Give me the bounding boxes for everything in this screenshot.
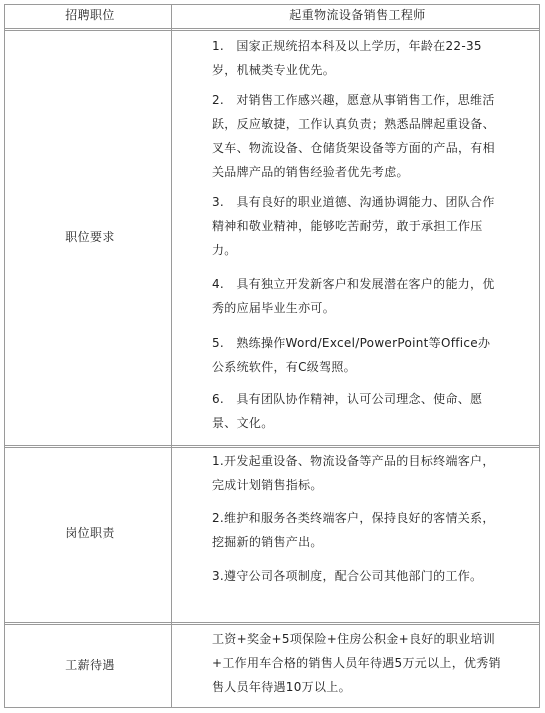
salary-label: 工薪待遇	[65, 658, 115, 672]
table-border-right	[539, 4, 540, 708]
header-job-title: 起重物流设备销售工程师	[289, 8, 426, 22]
row-divider-requirements	[4, 445, 540, 446]
requirement-item-5: 5. 熟练操作Word/Excel/PowerPoint等Office办公系统软件，有C级驾照。	[212, 336, 491, 374]
requirement-item-1: 1. 国家正规统招本科及以上学历，年龄在22-35岁，机械类专业优先。	[212, 39, 482, 77]
duty-item-2: 2.维护和服务各类终端客户，保持良好的客情关系，挖掘新的销售产出。	[212, 511, 495, 549]
row-divider-duties-inner	[4, 624, 540, 625]
requirement-item-3: 3. 具有良好的职业道德、沟通协调能力、团队合作精神和敬业精神，能够吃苦耐劳，敢于承担工作压力。	[212, 195, 495, 257]
salary-text: 工资+奖金+5项保险+住房公积金+良好的职业培训+工作用车合格的销售人员年待遇5万元以上，优秀销售人员年待遇10万以上。	[212, 632, 501, 694]
duties-label: 岗位职责	[65, 526, 115, 540]
row-divider-duties	[4, 622, 540, 623]
requirement-item-2: 2. 对销售工作感兴趣，愿意从事销售工作，思维活跃，反应敏捷，工作认真负责；熟悉品牌起重设备、叉车、物流设备、仓储货架设备等方面的产品，有相关品牌产品的销售经验者优先考虑。	[212, 93, 495, 179]
requirement-item-4: 4. 具有独立开发新客户和发展潜在客户的能力，优秀的应届毕业生亦可。	[212, 277, 495, 315]
header-position-label: 招聘职位	[65, 8, 115, 22]
column-divider	[171, 4, 172, 708]
table-border-left	[4, 4, 5, 708]
duty-item-1: 1.开发起重设备、物流设备等产品的目标终端客户，完成计划销售指标。	[212, 454, 495, 492]
row-divider-header	[4, 28, 540, 29]
row-divider-requirements-inner	[4, 447, 540, 448]
row-divider-header-inner	[4, 30, 540, 31]
table-border-bottom	[4, 707, 540, 708]
duty-item-3: 3.遵守公司各项制度，配合公司其他部门的工作。	[212, 569, 483, 583]
requirement-item-6: 6. 具有团队协作精神，认可公司理念、使命、愿景、文化。	[212, 392, 483, 430]
requirements-label: 职位要求	[65, 230, 115, 244]
